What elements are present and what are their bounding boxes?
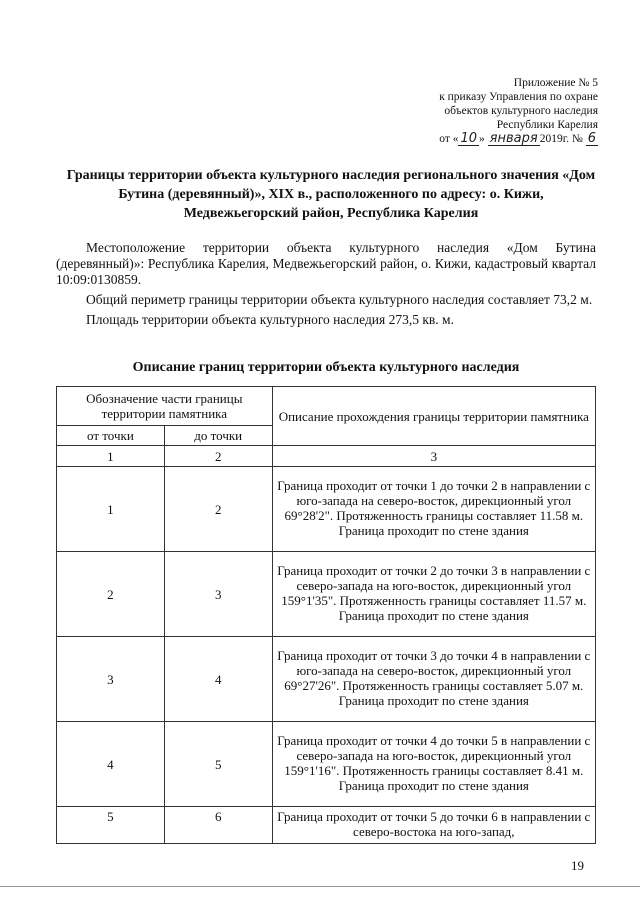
date-separator: » [479, 133, 485, 145]
from-point-cell: 4 [57, 722, 165, 807]
from-point-cell: 1 [57, 467, 165, 552]
column-number: 1 [57, 446, 165, 467]
body-text [56, 240, 596, 332]
table-header-row [57, 387, 596, 426]
to-point-cell: 3 [164, 552, 272, 637]
from-point-cell: 2 [57, 552, 165, 637]
table-row [57, 552, 596, 637]
column-number-row [57, 446, 596, 467]
date-year: 2019г. № [539, 133, 583, 145]
header-description: Описание прохождения границы территории памятника [272, 387, 595, 446]
appendix-line-3: объектов культурного наследия [444, 105, 598, 117]
boundary-table [56, 386, 596, 844]
date-day-handwritten: 10 [460, 131, 478, 146]
appendix-block [358, 76, 598, 146]
date-month-handwritten: января [489, 131, 538, 146]
to-point-cell: 6 [164, 807, 272, 844]
appendix-line-1: Приложение № 5 [513, 77, 598, 89]
document-title: Границы территории объекта культурного наследия регионального значения «Дом Бутина (деревянный)», XIX в., расположенного по адресу: о. Кижи, Медвежьегорский район, Республика Карелия [66, 168, 596, 221]
column-number: 2 [164, 446, 272, 467]
table-row [57, 722, 596, 807]
scan-edge-line [0, 886, 640, 887]
description-cell: Граница проходит от точки 4 до точки 5 в направлении с северо-запада на юго-восток, дирекционный угол 159°1'16". Протяженность границы составляет 8.41 м. Граница проходит по стене здания [272, 722, 595, 807]
description-cell: Граница проходит от точки 3 до точки 4 в направлении с юго-запада на северо-восток, дирекционный угол 69°27'26". Протяженность границы составляет 5.07 м. Граница проходит по стене здания [272, 637, 595, 722]
table-title: Описание границ территории объекта культурного наследия [132, 360, 520, 375]
table-row [57, 807, 596, 844]
table-row [57, 467, 596, 552]
appendix-line-4: Республики Карелия [496, 119, 598, 131]
appendix-line-2: к приказу Управления по охране [439, 91, 598, 103]
description-cell: Граница проходит от точки 5 до точки 6 в направлении с северо-востока на юго-запад, [272, 807, 595, 844]
header-boundary-part: Обозначение части границы территории памятника [57, 387, 273, 426]
date-prefix: от « [439, 133, 459, 145]
paragraph-area: Площадь территории объекта культурного наследия 273,5 кв. м. [86, 312, 454, 327]
order-number-handwritten: 6 [587, 131, 596, 146]
page-number: 19 [571, 858, 584, 873]
from-point-cell: 3 [57, 637, 165, 722]
order-date-line [358, 132, 598, 146]
to-point-cell: 2 [164, 467, 272, 552]
paragraph-perimeter: Общий периметр границы территории объекта культурного наследия составляет 73,2 м. [86, 292, 593, 307]
description-cell: Граница проходит от точки 2 до точки 3 в направлении с северо-запада на юго-восток, дирекционный угол 159°1'35". Протяженность границы составляет 11.57 м. Граница проходит по стене здания [272, 552, 595, 637]
header-to-point: до точки [164, 426, 272, 446]
table-row [57, 637, 596, 722]
paragraph-location: Местоположение территории объекта культурного наследия «Дом Бутина (деревянный)»: Республика Карелия, Медвежьегорский район, о. Кижи, кадастровый квартал 10:09:0130859. [56, 240, 596, 287]
header-from-point: от точки [57, 426, 165, 446]
to-point-cell: 5 [164, 722, 272, 807]
from-point-cell: 5 [57, 807, 165, 844]
description-cell: Граница проходит от точки 1 до точки 2 в направлении с юго-запада на северо-восток, дирекционный угол 69°28'2". Протяженность границы составляет 11.58 м. Граница проходит по стене здания [272, 467, 595, 552]
to-point-cell: 4 [164, 637, 272, 722]
column-number: 3 [272, 446, 595, 467]
